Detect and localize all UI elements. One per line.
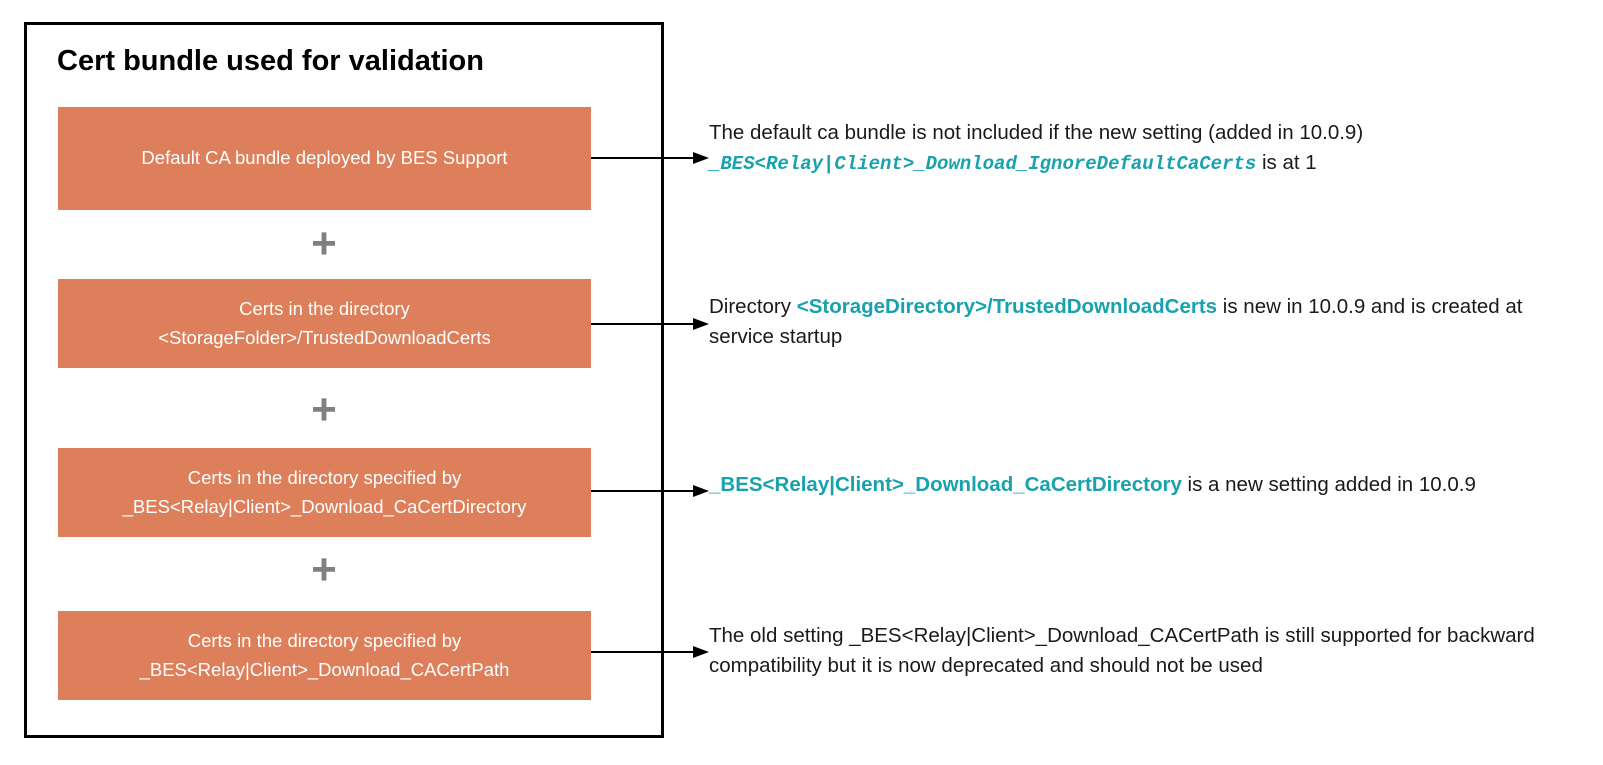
setting-name: _BES<Relay|Client>_Download_CaCertDirectory <box>709 473 1182 496</box>
setting-name: _BES<Relay|Client>_Download_CACertPath <box>849 624 1260 647</box>
annotation-text: is still supported for backward compatibility but it is now deprecated and should not be used <box>709 624 1535 677</box>
box-line: _BES<Relay|Client>_Download_CaCertDirectory <box>122 495 527 517</box>
box-line: <StorageFolder>/TrustedDownloadCerts <box>158 326 491 348</box>
cert-source-box-trusted-download-certs <box>58 279 591 368</box>
cert-source-box-cacert-path <box>58 611 591 700</box>
box-line: Default CA bundle deployed by BES Support <box>141 147 508 169</box>
box-line: Certs in the directory specified by <box>187 629 462 651</box>
cert-source-box-default-ca-bundle <box>58 107 591 210</box>
annotation-text: The default ca bundle is not included if the new setting (added in 10.0.9) <box>709 121 1364 144</box>
plus-operator-icon: + <box>311 219 337 268</box>
annotation-cacert-directory <box>709 470 1589 500</box>
annotation-trusted-download-certs <box>709 292 1589 351</box>
box-line: Certs in the directory specified by <box>187 466 462 488</box>
directory-name: <StorageDirectory>/TrustedDownloadCerts <box>796 295 1218 318</box>
plus-operator-icon: + <box>311 385 337 434</box>
annotation-cacert-path <box>709 621 1589 680</box>
annotation-text: Directory <box>709 295 797 318</box>
annotation-text: is a new setting added in 10.0.9 <box>1181 473 1476 496</box>
box-line: Certs in the directory <box>239 297 410 319</box>
box-line: _BES<Relay|Client>_Download_CACertPath <box>139 658 510 680</box>
annotation-default-ca-bundle <box>709 118 1589 178</box>
annotation-text: is new in 10.0.9 and is created at service startup <box>709 295 1523 348</box>
page-title: Cert bundle used for validation <box>57 45 484 77</box>
setting-name: _BES<Relay|Client>_Download_IgnoreDefaultCaCerts <box>709 152 1257 175</box>
plus-operator-icon: + <box>311 545 337 594</box>
cert-source-box-cacert-directory <box>58 448 591 537</box>
annotation-text: is at 1 <box>1256 150 1317 174</box>
annotation-text: The old setting <box>709 624 850 647</box>
